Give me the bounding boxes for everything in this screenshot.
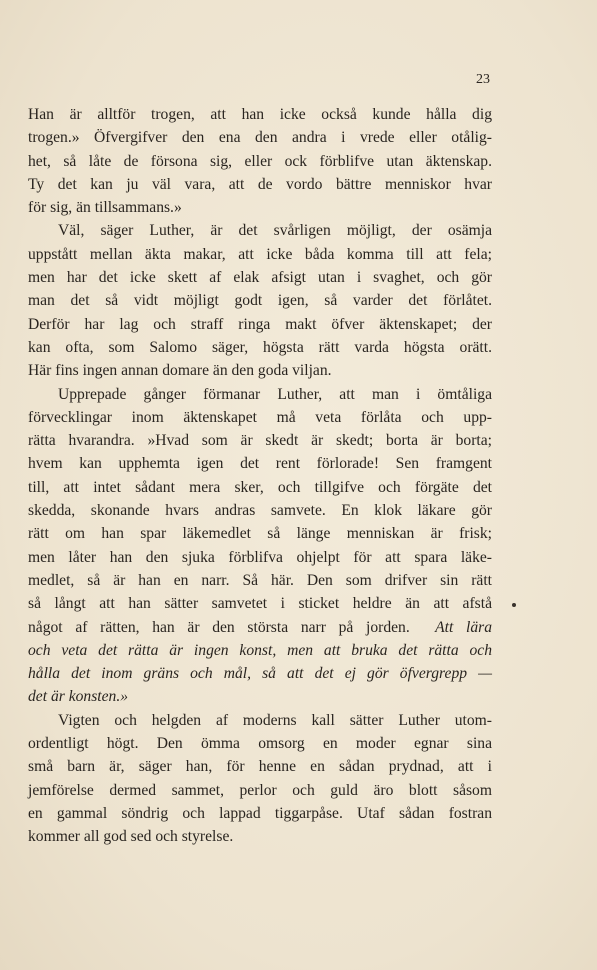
text-line: en gammal söndrig och lappad tiggarpåse. Utaf sådan fostran [28,804,492,822]
text-line: till, att intet sådant mera sker, och tillgifve och förgäte det [28,478,492,496]
page-number: 23 [476,72,490,87]
text-line: men har det icke skett af elak afsigt utan i svaghet, och gör [28,269,492,287]
text-line: uppstått mellan äkta makar, att icke båda komma till att fela; [28,245,492,263]
text-line: men låter han den sjuka förblifva ohjelpt för att spara läke- [28,548,492,566]
text-line: Ty det kan ju väl vara, att de vordo bättre menniskor hvar [28,175,492,193]
text-line: Derför har lag och straff ringa makt öfver äktenskapet; der [28,315,492,333]
italic-line: och veta det rätta är ingen konst, men att bruka det rätta och [28,641,492,659]
text-line: jemförelse dermed sammet, perlor och guld äro blott såsom [28,781,492,799]
paragraph-start-line: Vigten och helgden af moderns kall sätter Luther utom- [58,711,492,729]
margin-dot [512,603,516,607]
text-line: Han är alltför trogen, att han icke också kunde hålla dig [28,106,492,123]
text-line: man det så vidt möjligt godt igen, så varder det förlåtet. [28,292,492,310]
mixed-style-line [28,616,492,639]
text-line: Här fins ingen annan domare än den goda viljan. [28,362,332,380]
italic-segment: Att lära [435,618,492,636]
paragraph-start-line: Väl, säger Luther, är det svårligen möjligt, der osämja [58,222,492,240]
text-line: rätta hvarandra. »Hvad som är skedt är skedt; borta är borta; [28,432,492,450]
text-line: het, så låte de försona sig, eller ock förblifve utan äktenskap. [28,152,492,170]
text-line: rätt om han spar läkemedlet så länge menniskan är frisk; [28,525,492,543]
body-text [28,103,492,849]
text-line: skedda, skonande hvars andras samvete. En klok läkare gör [28,502,492,520]
text-line: trogen.» Öfvergifver den ena den andra i vrede eller otålig- [28,129,492,147]
text-line: för sig, än tillsammans.» [28,199,182,217]
text-line: medlet, så är han en narr. Så här. Den som drifver sin rätt [28,571,492,589]
text-line: ordentligt högt. Den ömma omsorg en moder egnar sina [28,735,492,753]
text-line: kan ofta, som Salomo säger, högsta rätt varda högsta orätt. [28,338,492,356]
text-line: hvem kan upphemta igen det rent förlorade! Sen framgent [28,455,492,473]
paragraph-start-line: Upprepade gånger förmanar Luther, att man i ömtåliga [58,385,492,403]
text-segment: något af rätten, han är den största narr på jorden. [28,618,410,636]
text-line: små barn är, säger han, för henne en sådan prydnad, att i [28,758,492,776]
text-line: kommer all god sed och styrelse. [28,828,234,846]
italic-line: hålla det inom gräns och mål, så att det ej gör öfvergrepp — [28,665,492,683]
text-line: förvecklingar inom äktenskapet må veta förlåta och upp- [28,408,492,426]
text-line: så långt att han sätter samvetet i sticket heldre än att afstå [28,595,492,613]
italic-line: det är konsten.» [28,688,129,706]
